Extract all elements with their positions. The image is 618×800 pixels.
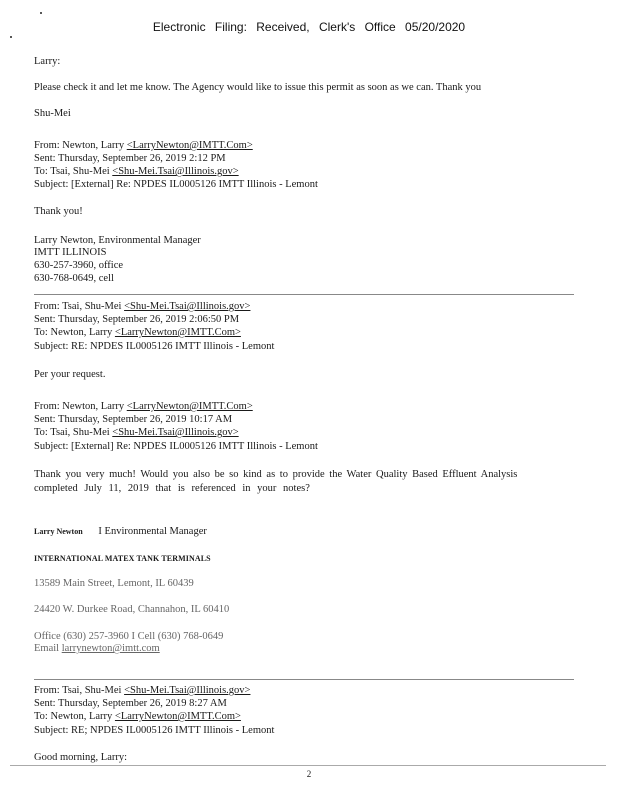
email1-subject [34,179,318,191]
email1-sig-cell: 630-768-0649, cell [34,273,114,284]
subject-text: [External] Re: NPDES IL0005126 IMTT Illinois - Lemont [71,441,318,452]
sig-email-label: Email [34,643,60,654]
email1-from [34,140,253,152]
email1-sig-name: Larry Newton, Environmental Manager [34,235,201,246]
to-name: Newton, Larry [50,711,113,722]
scan-speck [10,36,12,38]
email2-to [34,327,241,339]
sig-name: Larry Newton [34,527,83,536]
email3-sent [34,414,232,426]
subject-label: Subject: [34,341,69,352]
email2-from [34,301,250,313]
sent-date: Thursday, September 26, 2019 8:27 AM [58,698,227,709]
email1-to [34,166,239,178]
from-name: Tsai, Shu-Mei [62,685,122,696]
email4-to [34,711,241,723]
sent-date: Thursday, September 26, 2019 2:06:50 PM [58,314,240,325]
subject-text: RE: NPDES IL0005126 IMTT Illinois - Lemont [71,341,275,352]
to-email-link[interactable]: <LarryNewton@IMTT.Com> [114,327,241,338]
email3-subject [34,441,318,453]
sig-company: INTERNATIONAL MATEX TANK TERMINALS [34,554,211,563]
from-label: From: [34,301,60,312]
to-label: To: [34,427,48,438]
email2-sent [34,314,239,326]
sent-date: Thursday, September 26, 2019 10:17 AM [58,414,233,425]
page-bottom-rule [10,765,606,766]
sent-label: Sent: [34,153,56,164]
to-label: To: [34,327,48,338]
from-label: From: [34,140,60,151]
email3-signature-header [34,526,207,538]
to-name: Newton, Larry [50,327,113,338]
separator-rule [34,679,574,680]
sent-date: Thursday, September 26, 2019 2:12 PM [58,153,226,164]
sig-title: I Environmental Manager [98,526,207,537]
sent-label: Sent: [34,414,56,425]
opening-signoff: Shu-Mei [34,108,71,119]
sent-label: Sent: [34,698,56,709]
from-email-link[interactable]: <LarryNewton@IMTT.Com> [126,140,253,151]
separator-rule [34,294,574,295]
sig-email-link[interactable]: larrynewton@imtt.com [61,643,160,654]
email4-body: Good morning, Larry: [34,752,128,763]
email1-sent [34,153,226,165]
scan-speck [40,12,42,14]
sig-phone: Office (630) 257-3960 I Cell (630) 768-0649 [34,631,224,642]
email2-subject [34,341,274,353]
email1-sig-company: IMTT ILLINOIS [34,247,107,258]
subject-text: RE; NPDES IL0005126 IMTT Illinois - Lemont [71,725,275,736]
from-label: From: [34,401,60,412]
filing-stamp-header: Electronic Filing: Received, Clerk's Office 05/20/2020 [152,20,466,34]
to-name: Tsai, Shu-Mei [50,427,110,438]
email1-body: Thank you! [34,206,83,217]
from-email-link[interactable]: <Shu-Mei.Tsai@Illinois.gov> [124,685,251,696]
to-email-link[interactable]: <LarryNewton@IMTT.Com> [114,711,241,722]
email3-body-line2: completed July 11, 2019 that is referenced in your notes? [34,483,310,494]
email2-body: Per your request. [34,369,106,380]
subject-text: [External] Re: NPDES IL0005126 IMTT Illinois - Lemont [71,179,318,190]
to-email-link[interactable]: <Shu-Mei.Tsai@Illinois.gov> [112,427,239,438]
from-label: From: [34,685,60,696]
to-email-link[interactable]: <Shu-Mei.Tsai@Illinois.gov> [112,166,239,177]
from-email-link[interactable]: <Shu-Mei.Tsai@Illinois.gov> [124,301,251,312]
sig-email [34,643,160,655]
to-label: To: [34,711,48,722]
email4-subject [34,725,274,737]
subject-label: Subject: [34,179,69,190]
sig-address-lemont: 13589 Main Street, Lemont, IL 60439 [34,578,194,589]
from-name: Newton, Larry [62,401,125,412]
email3-body-line1: Thank you very much! Would you also be so kind as to provide the Water Quality Based Effluent Analysis [34,469,518,480]
opening-body: Please check it and let me know. The Agency would like to issue this permit as soon as we can. Thank you [34,82,482,93]
subject-label: Subject: [34,441,69,452]
page-number: 2 [306,769,312,779]
salutation: Larry: [34,56,61,67]
sent-label: Sent: [34,314,56,325]
email4-sent [34,698,227,710]
email3-from [34,401,253,413]
from-name: Newton, Larry [62,140,125,151]
from-email-link[interactable]: <LarryNewton@IMTT.Com> [126,401,253,412]
to-label: To: [34,166,48,177]
email4-from [34,685,250,697]
email3-to [34,427,239,439]
to-name: Tsai, Shu-Mei [50,166,110,177]
email1-sig-office: 630-257-3960, office [34,260,124,271]
subject-label: Subject: [34,725,69,736]
sig-address-channahon: 24420 W. Durkee Road, Channahon, IL 60410 [34,604,230,615]
from-name: Tsai, Shu-Mei [62,301,122,312]
